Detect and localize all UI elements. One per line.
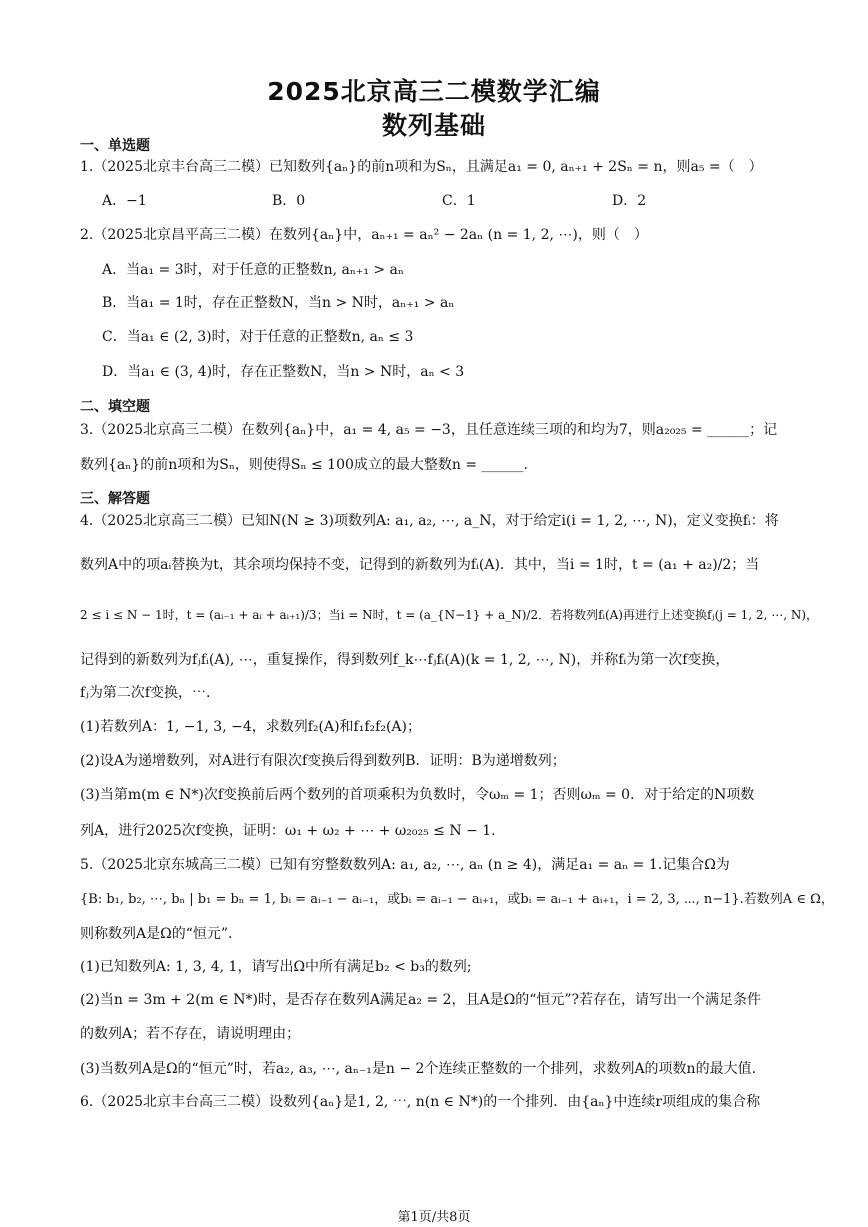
q4-line-2: 数列A中的项aᵢ替换为t，其余项均保持不变，记得到的新数列为fᵢ(A)．其中，当i = 1时，t = (a₁ + a₂)/2；当 (80, 557, 760, 573)
q5-part-2-line-1: (2)当n = 3m + 2(m ∈ N*)时，是否存在数列A满足a₂ = 2，且A是Ω的“恒元”?若存在，请写出一个满足条件 (80, 992, 762, 1008)
q5-part-2-line-2: 的数列A；若不存在，请说明理由； (80, 1026, 301, 1042)
q4-part-3-line-2: 列A，进行2025次f变换，证明：ω₁ + ω₂ + ⋯ + ω₂₀₂₅ ≤ N − 1. (80, 823, 496, 839)
section-heading-fill-blank: 二、填空题 (80, 399, 150, 415)
q1-options (102, 191, 782, 211)
q1-option-b: B．0 (272, 193, 306, 209)
page-number: 第1页/共8页 (397, 1210, 471, 1225)
q4-line-3: 2 ≤ i ≤ N − 1时，t = (aᵢ₋₁ + aᵢ + aᵢ₊₁)/3；当i = N时，t = (a_{N−1} + a_N)/2．若将数列fᵢ(A)再进行上述变换fⱼ(j = 1, 2, ⋯, N)， (80, 608, 819, 622)
document-title: 2025北京高三二模数学汇编 (267, 77, 601, 106)
q3-line-1: 3.（2025北京高三二模）在数列{aₙ}中，a₁ = 4, a₅ = −3，且任意连续三项的和均为7，则a₂₀₂₅ = ______；记 (80, 422, 778, 438)
q5-part-3: (3)当数列A是Ω的“恒元”时，若a₂, a₃, ⋯, aₙ₋₁是n − 2个连续正整数的一个排列，求数列A的项数n的最大值. (80, 1061, 757, 1077)
q4-line-4: 记得到的新数列为fⱼfᵢ(A), ⋯，重复操作，得到数列f_k⋯fⱼfᵢ(A)(k = 1, 2, ⋯, N)，并称fᵢ为第一次f变换， (80, 652, 730, 668)
q5-line-2: {B: b₁, b₂, ⋯, bₙ | b₁ = bₙ = 1, bᵢ = aᵢ₋₁ − aᵢ₋₁，或bᵢ = aᵢ₋₁ − aᵢ₊₁，或bᵢ = aᵢ₋₁ + aᵢ₊₁，i = 2, 3, ⋯, n−1}.若数列A ∈ Ω， (80, 892, 834, 907)
document-subtitle: 数列基础 (381, 111, 486, 140)
q5-line-3: 则称数列A是Ω的“恒元”. (80, 926, 233, 942)
section-heading-single-choice: 一、单选题 (80, 138, 150, 154)
q1-option-a: A．−1 (102, 193, 147, 209)
q1-option-d: D．2 (612, 193, 647, 209)
q1-option-c: C．1 (442, 193, 476, 209)
q1-stem: 1.（2025北京丰台高三二模）已知数列{aₙ}的前n项和为Sₙ，且满足a₁ = 0, aₙ₊₁ + 2Sₙ = n，则a₅ =（ ） (80, 159, 763, 175)
q3-line-2: 数列{aₙ}的前n项和为Sₙ，则使得Sₙ ≤ 100成立的最大整数n = ______. (80, 457, 528, 473)
q5-line-1: 5.（2025北京东城高三二模）已知有穷整数数列A: a₁, a₂, ⋯, aₙ (n ≥ 4)，满足a₁ = aₙ = 1.记集合Ω为 (80, 857, 730, 873)
q2-option-b: B．当a₁ = 1时，存在正整数N，当n > N时，aₙ₊₁ > aₙ (102, 295, 455, 311)
q4-part-2: (2)设A为递增数列，对A进行有限次f变换后得到数列B．证明：B为递增数列； (80, 753, 566, 769)
q5-part-1: (1)已知数列A: 1, 3, 4, 1，请写出Ω中所有满足b₂ < b₃的数列; (80, 959, 472, 975)
section-heading-solution: 三、解答题 (80, 491, 150, 507)
q4-line-1: 4.（2025北京高三二模）已知N(N ≥ 3)项数列A: a₁, a₂, ⋯, a_N，对于给定i(i = 1, 2, ⋯, N)，定义变换fᵢ：将 (80, 513, 779, 529)
q4-part-3-line-1: (3)当第m(m ∈ N*)次f变换前后两个数列的首项乘积为负数时，令ωₘ = 1；否则ωₘ = 0．对于给定的N项数 (80, 787, 755, 803)
q2-option-a: A．当a₁ = 3时，对于任意的正整数n, aₙ₊₁ > aₙ (102, 262, 404, 278)
q6-line-1: 6.（2025北京丰台高三二模）设数列{aₙ}是1, 2, ⋯, n(n ∈ N*)的一个排列．由{aₙ}中连续r项组成的集合称 (80, 1094, 761, 1110)
q4-part-1: (1)若数列A：1, −1, 3, −4，求数列f₂(A)和f₁f₂f₂(A)； (80, 719, 421, 735)
q4-line-5: fⱼ为第二次f变换，⋯. (80, 685, 211, 701)
q2-stem: 2.（2025北京昌平高三二模）在数列{aₙ}中，aₙ₊₁ = aₙ² − 2aₙ (n = 1, 2, ⋯)，则（ ） (80, 227, 648, 243)
q2-option-d: D．当a₁ ∈ (3, 4)时，存在正整数N，当n > N时，aₙ < 3 (102, 364, 465, 380)
q2-option-c: C．当a₁ ∈ (2, 3)时，对于任意的正整数n, aₙ ≤ 3 (102, 329, 414, 345)
